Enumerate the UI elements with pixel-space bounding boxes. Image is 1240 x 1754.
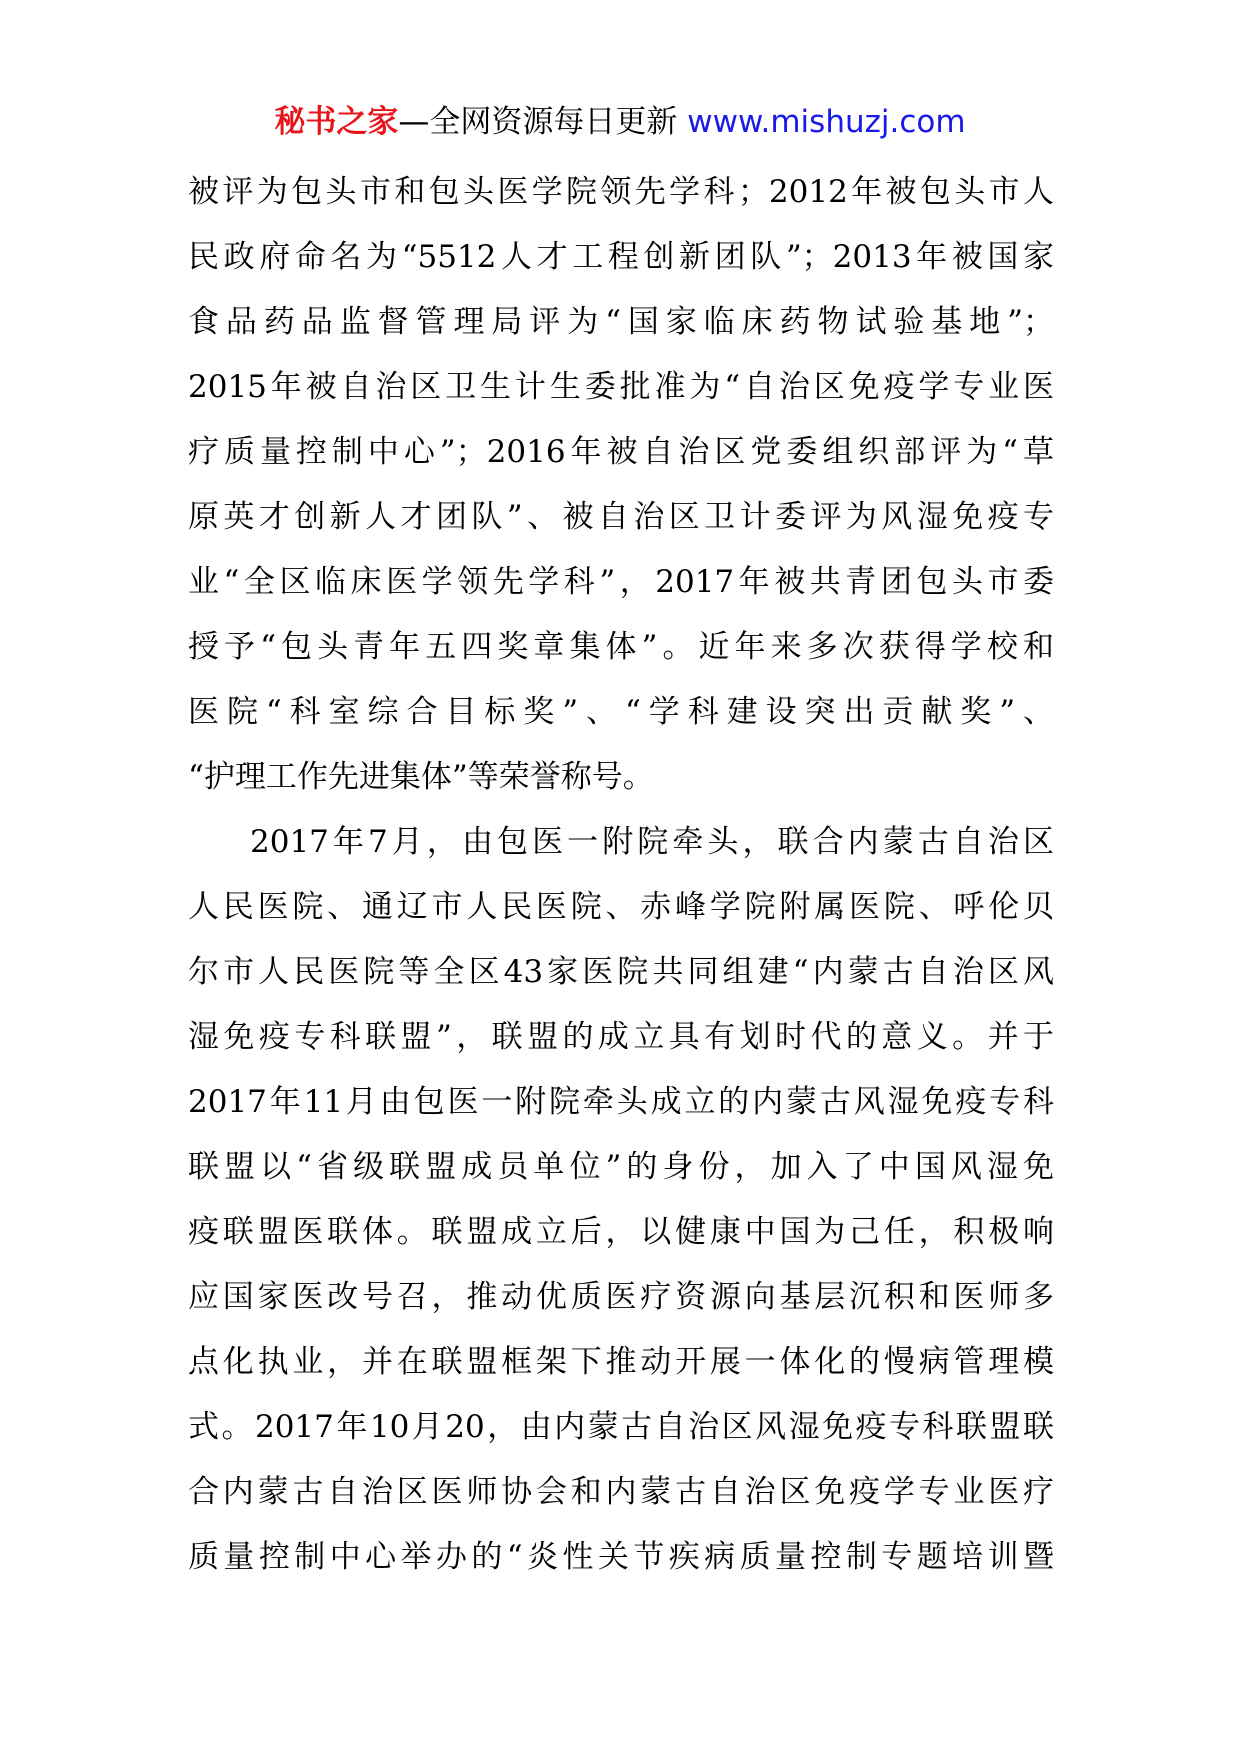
text-line: 应国家医改号召，推动优质医疗资源向基层沉积和医师多	[188, 1279, 1054, 1315]
site-url-link[interactable]: www.mishuzj.com	[687, 104, 966, 140]
text-line: 质量控制中心举办的“炎性关节疾病质量控制专题培训暨	[188, 1539, 1054, 1575]
brand-name: 秘书之家	[274, 104, 399, 140]
text-line: 湿免疫专科联盟”，联盟的成立具有划时代的意义。并于	[188, 1019, 1054, 1055]
text-line: 联盟以“省级联盟成员单位”的身份，加入了中国风湿免	[188, 1149, 1054, 1185]
text-line: 合内蒙古自治区医师协会和内蒙古自治区免疫学专业医疗	[188, 1474, 1054, 1510]
header-slogan: —全网资源每日更新	[398, 104, 678, 140]
text-line: 业“全区临床医学领先学科”，2017年被共青团包头市委	[188, 564, 1054, 600]
text-line: 2017年11月由包医一附院牵头成立的内蒙古风湿免疫专科	[188, 1084, 1054, 1120]
text-line: 食品药品监督管理局评为“国家临床药物试验基地”；	[188, 304, 1054, 340]
text-line: 疗质量控制中心”；2016年被自治区党委组织部评为“草	[188, 434, 1054, 470]
text-line: 原英才创新人才团队”、被自治区卫计委评为风湿免疫专	[188, 499, 1054, 535]
text-line: 尔市人民医院等全区43家医院共同组建“内蒙古自治区风	[188, 954, 1054, 990]
text-line: 疫联盟医联体。联盟成立后，以健康中国为己任，积极响	[188, 1214, 1054, 1250]
text-line: 2015年被自治区卫生计生委批准为“自治区免疫学专业医	[188, 369, 1054, 405]
text-line: 被评为包头市和包头医学院领先学科；2012年被包头市人	[188, 174, 1054, 210]
text-line: 医院“科室综合目标奖”、“学科建设突出贡献奖”、	[188, 694, 1054, 730]
text-line: 民政府命名为“5512人才工程创新团队”；2013年被国家	[188, 239, 1054, 275]
text-line: 授予“包头青年五四奖章集体”。近年来多次获得学校和	[188, 629, 1054, 665]
paragraph-end-line: “护理工作先进集体”等荣誉称号。	[188, 759, 654, 795]
text-line: 点化执业，并在联盟框架下推动开展一体化的慢病管理模	[188, 1344, 1054, 1380]
paragraph-start-line: 2017年7月，由包医一附院牵头，联合内蒙古自治区	[250, 824, 1054, 860]
document-body	[188, 160, 1054, 1590]
text-line: 式。2017年10月20，由内蒙古自治区风湿免疫专科联盟联	[188, 1409, 1054, 1445]
text-line: 人民医院、通辽市人民医院、赤峰学院附属医院、呼伦贝	[188, 889, 1054, 925]
site-header-banner	[0, 102, 1240, 142]
